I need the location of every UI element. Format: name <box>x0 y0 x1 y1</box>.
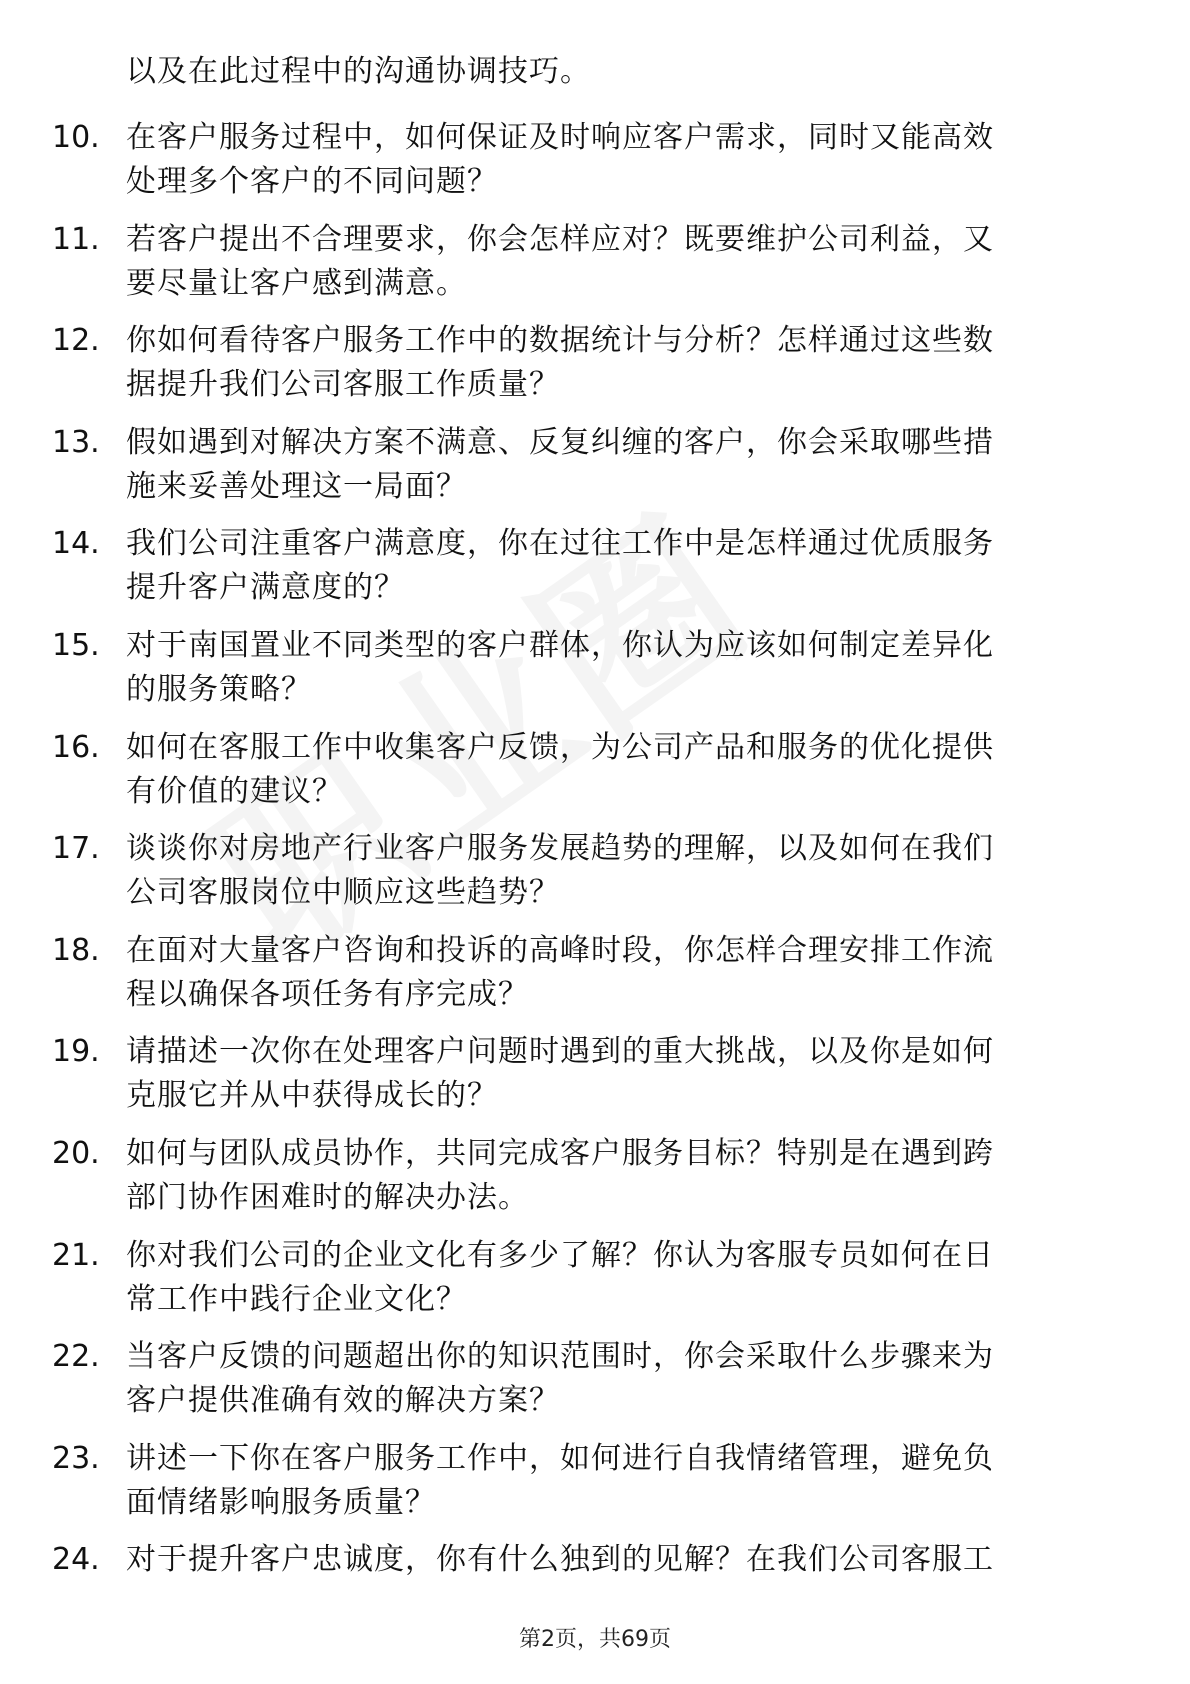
list-item <box>52 1234 1112 1336</box>
question-line: 对于提升客户忠诚度，你有什么独到的见解？在我们公司客服工 <box>126 1542 994 1578</box>
continuation-line: 以及在此过程中的沟通协调技巧。 <box>126 54 591 89</box>
question-text <box>126 1437 1106 1525</box>
question-line: 你对我们公司的企业文化有多少了解？你认为客服专员如何在日 <box>126 1237 994 1273</box>
list-item <box>52 929 1112 1031</box>
question-line: 有价值的建议？ <box>126 773 343 809</box>
list-item <box>52 522 1112 624</box>
question-line: 处理多个客户的不同问题？ <box>126 164 498 199</box>
question-number: 16. <box>52 729 100 765</box>
list-item <box>52 1132 1112 1234</box>
question-line: 克服它并从中获得成长的？ <box>126 1078 498 1114</box>
question-text <box>126 116 1106 204</box>
question-number: 10. <box>52 120 100 155</box>
question-number: 17. <box>52 831 100 867</box>
question-text <box>126 624 1106 712</box>
list-item <box>52 421 1112 523</box>
question-text <box>126 421 1106 509</box>
question-number: 12. <box>52 323 100 359</box>
question-number: 22. <box>52 1339 100 1375</box>
question-text <box>126 522 1106 610</box>
list-item <box>52 726 1112 828</box>
question-line: 的服务策略？ <box>126 671 312 707</box>
question-text <box>126 929 1106 1017</box>
question-line: 你如何看待客户服务工作中的数据统计与分析？怎样通过这些数 <box>126 323 994 359</box>
question-line: 提升客户满意度的？ <box>126 570 405 606</box>
list-item <box>52 1437 1112 1539</box>
question-line: 若客户提出不合理要求，你会怎样应对？既要维护公司利益，又 <box>126 221 994 257</box>
question-line: 施来妥善处理这一局面？ <box>126 468 467 504</box>
question-line: 我们公司注重客户满意度，你在过往工作中是怎样通过优质服务 <box>126 526 994 562</box>
page-footer: 第2页，共69页 <box>519 1627 671 1652</box>
list-item <box>52 218 1112 320</box>
question-number: 18. <box>52 932 100 968</box>
question-number: 11. <box>52 221 100 257</box>
question-line: 当客户反馈的问题超出你的知识范围时，你会采取什么步骤来为 <box>126 1339 994 1375</box>
question-number: 15. <box>52 627 100 663</box>
question-line: 如何与团队成员协作，共同完成客户服务目标？特别是在遇到跨 <box>126 1135 994 1171</box>
question-line: 假如遇到对解决方案不满意、反复纠缠的客户，你会采取哪些措 <box>126 424 994 460</box>
question-line: 客户提供准确有效的解决方案？ <box>126 1383 560 1419</box>
question-number: 19. <box>52 1034 100 1070</box>
question-line: 对于南国置业不同类型的客户群体，你认为应该如何制定差异化 <box>126 627 994 663</box>
question-line: 在面对大量客户咨询和投诉的高峰时段，你怎样合理安排工作流 <box>126 932 994 968</box>
question-text <box>126 218 1106 306</box>
question-text <box>126 1335 1106 1423</box>
question-number: 23. <box>52 1440 100 1476</box>
question-line: 要尽量让客户感到满意。 <box>126 265 467 301</box>
question-text <box>126 1030 1106 1118</box>
list-item <box>52 116 1112 218</box>
question-line: 公司客服岗位中顺应这些趋势？ <box>126 875 560 911</box>
list-item <box>52 319 1112 421</box>
question-number: 14. <box>52 526 100 562</box>
question-line: 如何在客服工作中收集客户反馈，为公司产品和服务的优化提供 <box>126 729 994 765</box>
question-line: 在客户服务过程中，如何保证及时响应客户需求，同时又能高效 <box>126 120 994 155</box>
question-line: 常工作中践行企业文化？ <box>126 1281 467 1317</box>
question-number: 20. <box>52 1135 100 1171</box>
question-text <box>126 319 1106 407</box>
list-item <box>52 1335 1112 1437</box>
question-line: 谈谈你对房地产行业客户服务发展趋势的理解，以及如何在我们 <box>126 831 994 867</box>
question-text <box>126 726 1106 814</box>
question-line: 请描述一次你在处理客户问题时遇到的重大挑战，以及你是如何 <box>126 1034 994 1070</box>
list-item <box>52 624 1112 726</box>
question-line: 部门协作困难时的解决办法。 <box>126 1179 529 1215</box>
question-line: 程以确保各项任务有序完成？ <box>126 976 529 1012</box>
question-list <box>52 116 1112 1640</box>
question-text <box>126 1234 1106 1322</box>
question-line: 据提升我们公司客服工作质量？ <box>126 367 560 403</box>
question-line: 讲述一下你在客户服务工作中，如何进行自我情绪管理，避免负 <box>126 1440 994 1476</box>
question-number: 13. <box>52 424 100 460</box>
list-item <box>52 1030 1112 1132</box>
question-line: 面情绪影响服务质量？ <box>126 1484 436 1520</box>
question-text <box>126 1132 1106 1220</box>
question-text <box>126 827 1106 915</box>
question-text <box>126 1538 1106 1582</box>
question-number: 21. <box>52 1237 100 1273</box>
question-number: 24. <box>52 1542 100 1578</box>
list-item <box>52 827 1112 929</box>
